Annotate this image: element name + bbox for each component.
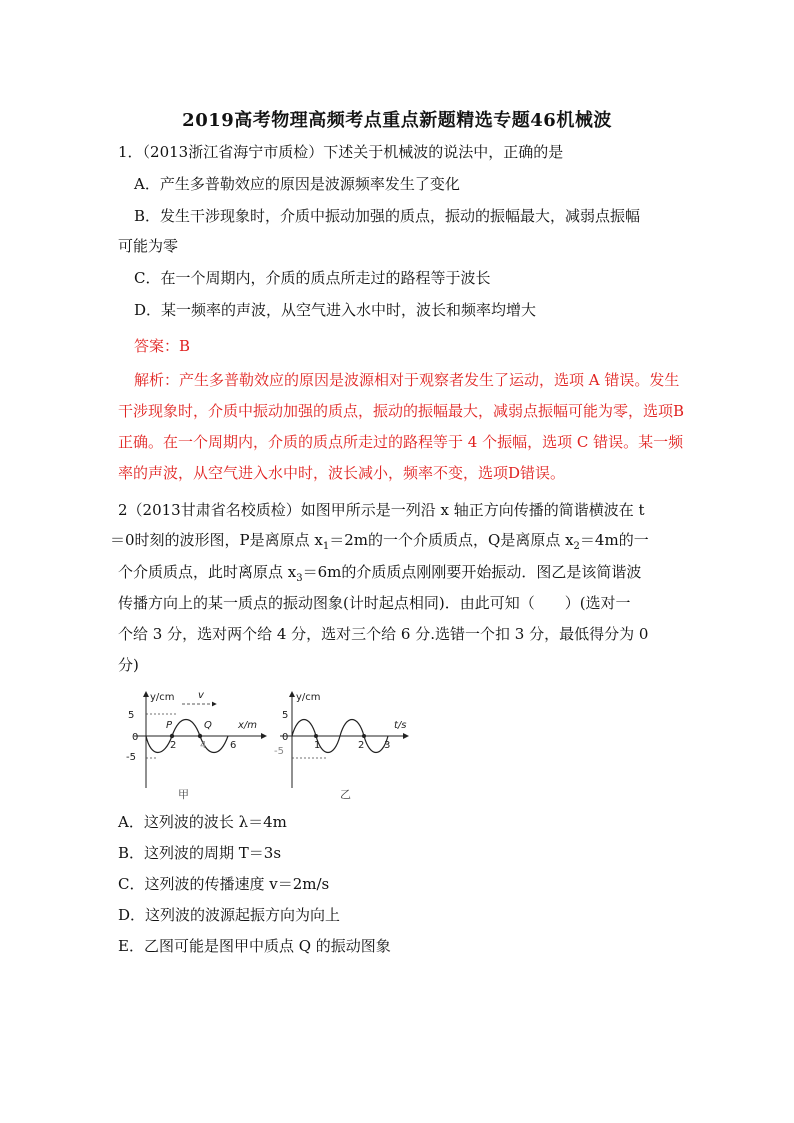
q2-stem-line-6: 分) (118, 656, 139, 674)
jia-ytick-5: 5 (128, 710, 135, 721)
q1-analysis-line-1: 解析：产生多普勒效应的原因是波源相对于观察者发生了运动，选项 A 错误。发生 (134, 371, 680, 389)
yi-point-2 (362, 734, 366, 738)
q2-option-e: E．乙图可能是图甲中质点 Q 的振动图象 (118, 937, 391, 955)
q1-option-c: C．在一个周期内，介质的质点所走过的路程等于波长 (134, 269, 491, 287)
q1-option-b-cont: 可能为零 (118, 237, 179, 255)
yi-ytick-0: 0 (282, 732, 289, 743)
jia-point-p (170, 734, 174, 738)
jia-caption: 甲 (178, 788, 189, 801)
q1-stem: 1．（2013浙江省海宁市质检）下述关于机械波的说法中，正确的是 (118, 143, 564, 161)
jia-xtick-2: 2 (170, 740, 177, 751)
q2-stem-line-4: 传播方向上的某一质点的振动图象(计时起点相同)．由此可知（ ）(选对一 (118, 594, 631, 612)
jia-xtick-4: 4 (200, 740, 207, 751)
q1-analysis-line-4: 率的声波，从空气进入水中时，波长减小，频率不变，选项D错误。 (118, 464, 566, 482)
yi-caption: 乙 (340, 788, 351, 801)
yi-point-1 (314, 734, 318, 738)
jia-p-label: P (166, 720, 173, 731)
jia-ytick-neg5: -5 (126, 752, 136, 763)
yi-xtick-2: 2 (358, 740, 365, 751)
q2-option-d: D．这列波的波源起振方向为向上 (118, 906, 341, 924)
q1-answer: 答案：B (134, 337, 191, 355)
jia-ytick-0: 0 (132, 732, 139, 743)
q1-analysis-line-2: 干涉现象时，介质中振动加强的质点，振动的振幅最大，减弱点振幅可能为零，选项B (118, 402, 685, 420)
yi-ylabel: y/cm (296, 692, 321, 703)
jia-v-label: v (198, 690, 204, 701)
jia-point-q (198, 734, 202, 738)
q1-analysis-line-3: 正确。在一个周期内，介质的质点所走过的路程等于 4 个振幅，选项 C 错误。某一频 (118, 433, 684, 451)
q2-stem-line-5: 个给 3 分，选对两个给 4 分，选对三个给 6 分.选错一个扣 3 分，最低得分为 0 (118, 625, 649, 643)
q2-option-b: B．这列波的周期 T＝3s (118, 844, 282, 862)
q1-option-b: B．发生干涉现象时，介质中振动加强的质点，振动的振幅最大，减弱点振幅 (134, 207, 641, 225)
jia-xlabel: x/m (238, 720, 258, 731)
q1-option-a: A．产生多普勒效应的原因是波源频率发生了变化 (134, 175, 460, 193)
yi-ytick-5: 5 (282, 710, 289, 721)
jia-ylabel: y/cm (150, 692, 175, 703)
figure-jia-wave-graph (120, 684, 270, 802)
yi-xtick-1: 1 (314, 740, 321, 751)
jia-xtick-6: 6 (230, 740, 237, 751)
q1-option-d: D．某一频率的声波，从空气进入水中时，波长和频率均增大 (134, 301, 537, 319)
jia-q-label: Q (204, 720, 212, 731)
q2-stem-line-2: ＝0时刻的波形图，P是离原点 $x_1=2m$的一个介质质点，Q是离原点 $x_2=4m$的一 (110, 531, 649, 552)
q2-option-a: A．这列波的波长 λ＝4m (118, 813, 287, 831)
yi-xlabel: t/s (394, 720, 407, 731)
q2-stem-line-1: 2（2013甘肃省名校质检）如图甲所示是一列沿 x 轴正方向传播的简谐横波在 t (118, 501, 645, 519)
q2-option-c: C．这列波的传播速度 v＝2m/s (118, 875, 330, 893)
yi-ytick-neg5: -5 (274, 746, 284, 757)
q2-stem-line-3: 个介质质点，此时离原点 $x_3=6m$的介质质点刚刚要开始振动．图乙是该简谐波 (118, 563, 642, 584)
yi-xtick-3: 3 (384, 740, 391, 751)
figure-yi-vibration-graph (272, 684, 412, 802)
page-title: 2019高考物理高频考点重点新题精选专题46机械波 (182, 110, 612, 131)
